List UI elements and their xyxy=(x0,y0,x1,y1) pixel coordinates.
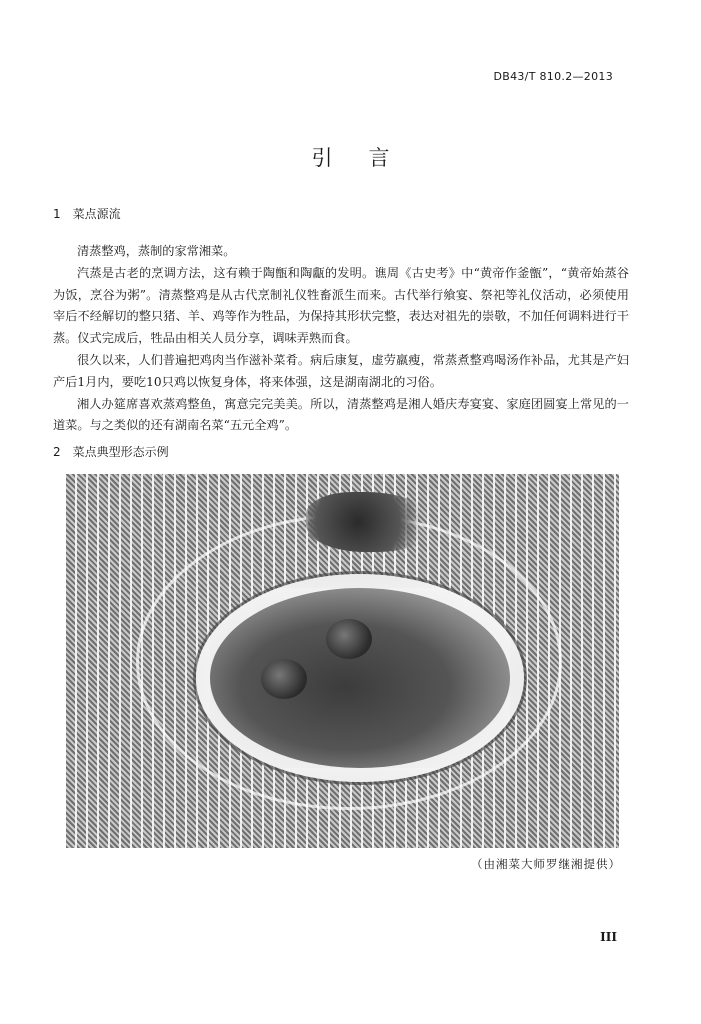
section-2-heading xyxy=(53,443,169,460)
garnish xyxy=(306,492,436,552)
paragraph: 清蒸整鸡，蒸制的家常湘菜。 xyxy=(77,244,236,258)
paragraph: 湘人办筵席喜欢蒸鸡整鱼，寓意完完美美。所以，清蒸整鸡是湘人婚庆寿宴宴、家庭团圆宴上常见的一道菜。与之类似的还有湖南名菜“五元全鸡”。 xyxy=(53,396,629,433)
egg-garnish xyxy=(261,659,307,699)
section-1-title: 菜点源流 xyxy=(72,207,121,221)
paragraph: 很久以来，人们普遍把鸡肉当作滋补菜肴。病后康复，虚劳羸瘦，常蒸煮整鸡喝汤作补品，尤其是产妇产后1月内，要吃10只鸡以恢复身体，将来体强，这是湖南湖北的习俗。 xyxy=(53,352,629,389)
section-2-number: 2 xyxy=(53,445,61,459)
egg-garnish xyxy=(326,619,372,659)
page-number: III xyxy=(600,930,617,944)
page-title: 引言 xyxy=(311,146,426,170)
section-1-body xyxy=(53,241,629,437)
section-2-title: 菜点典型形态示例 xyxy=(72,445,169,459)
section-1-heading xyxy=(53,205,121,222)
steamed-chicken-bowl xyxy=(196,574,524,782)
section-1-number: 1 xyxy=(53,207,61,221)
document-code: DB43/T 810.2—2013 xyxy=(493,70,613,83)
figure-caption: （由湘菜大师罗继湘提供） xyxy=(471,857,621,871)
dish-photo xyxy=(66,474,619,848)
paragraph: 汽蒸是古老的烹调方法，这有赖于陶甑和陶甗的发明。谯周《古史考》中“黄帝作釜甑”，“黄帝始蒸谷为饭，烹谷为粥”。清蒸整鸡是从古代烹制礼仪牲畜派生而来。古代举行飨宴、祭祀等礼仪活动，必须使用宰后不经解切的整只猪、羊、鸡等作为牲品，为保持其形状完整，表达对祖先的崇敬，不加任何调料进行干蒸。仪式完成后，牲品由相关人员分享，调味弄熟而食。 xyxy=(53,265,629,346)
